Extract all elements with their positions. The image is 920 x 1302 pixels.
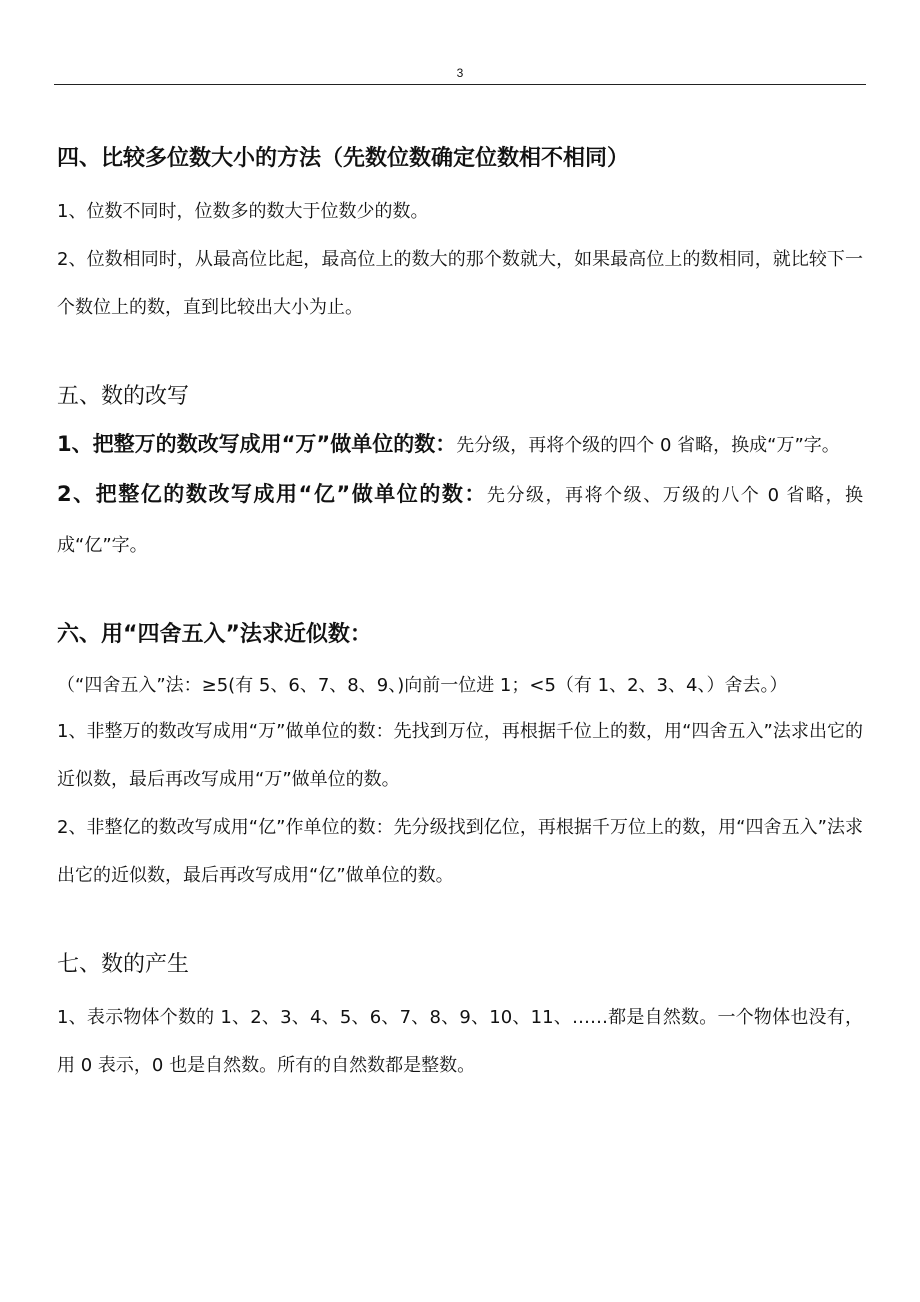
paragraph: 1、位数不同时，位数多的数大于位数少的数。 [57,201,429,222]
section-heading: 五、数的改写 [57,384,190,409]
paragraph-lead: 2、把整亿的数改写成用“亿”做单位的数： [57,482,487,506]
paragraph: 2、非整亿的数改写成用“亿”作单位的数：先分级找到亿位，再根据千万位上的数，用“四舍五入”法求出它的近似数，最后再改写成用“亿”做单位的数。 [57,817,863,886]
paragraph-text: 先分级，再将个级、万级的八个 0 省略，换成“亿”字。 [57,485,863,556]
paragraph: 1、非整万的数改写成用“万”做单位的数：先找到万位，再根据千位上的数，用“四舍五入”法求出它的近似数，最后再改写成用“万”做单位的数。 [57,721,863,790]
page-number: 3 [456,66,464,80]
section-heading: 四、比较多位数大小的方法（先数位数确定位数相不相同） [57,146,630,171]
paragraph: （“四舍五入”法：≥5(有 5、6、7、8、9、)向前一位进 1；<5（有 1、2、3、4、）舍去。） [57,675,788,696]
paragraph: 2、位数相同时，从最高位比起，最高位上的数大的那个数就大，如果最高位上的数相同，就比较下一个数位上的数，直到比较出大小为止。 [57,249,863,318]
paragraph: 1、表示物体个数的 1、2、3、4、5、6、7、8、9、10、11、……都是自然数。一个物体也没有，用 0 表示，0 也是自然数。所有的自然数都是整数。 [57,1007,863,1076]
header-divider [54,84,866,85]
document-body [57,142,863,1090]
paragraph-lead: 1、把整万的数改写成用“万”做单位的数： [57,432,457,456]
section-rewrite-numbers [57,380,863,570]
paragraph-text: 先分级，再将个级的四个 0 省略，换成“万”字。 [456,435,840,456]
section-origin-of-numbers [57,948,863,1090]
paragraph [57,420,863,470]
section-heading: 六、用“四舍五入”法求近似数： [57,622,372,647]
section-rounding [57,618,863,900]
paragraph [57,470,863,570]
section-heading: 七、数的产生 [57,952,190,977]
section-compare-numbers [57,142,863,332]
